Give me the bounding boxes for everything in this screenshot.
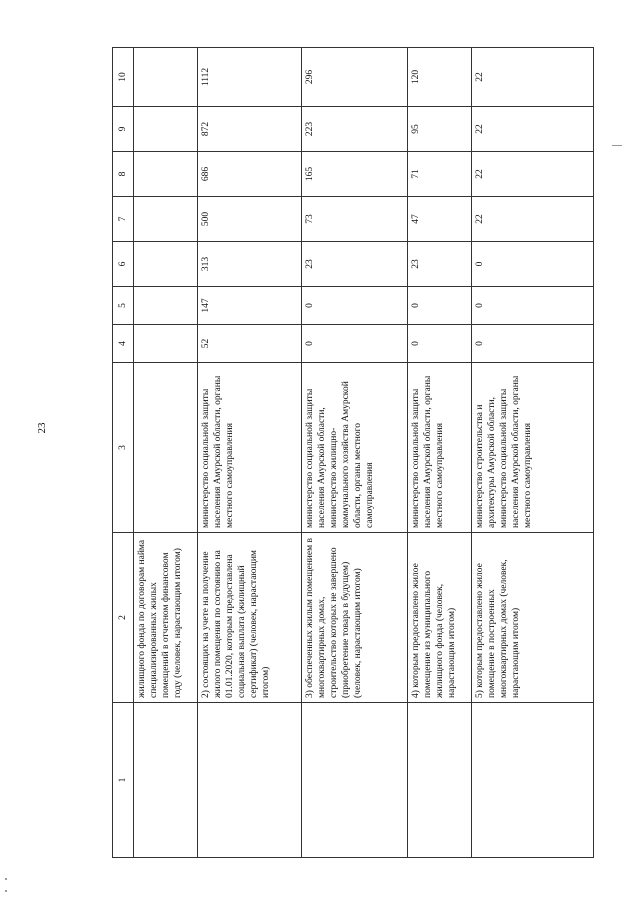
row-number-cell bbox=[302, 703, 408, 858]
value-cell: 23 bbox=[408, 242, 472, 287]
responsible-cell: министерство социальной защиты населения Амурской области, органы местного самоуправления bbox=[408, 363, 472, 533]
value-cell: 23 bbox=[302, 242, 408, 287]
header-cell: 7 bbox=[113, 197, 134, 242]
header-cell: 1 bbox=[113, 703, 134, 858]
value-cell bbox=[134, 325, 198, 363]
header-cell: 8 bbox=[113, 152, 134, 197]
indicator-name-cell: 2) состоящих на учете на получение жилого помещения по состоянию на 01.01.2020, которым предоставлена социальная выплата (жилищный сертификат) (человек, нарастающим итогом) bbox=[198, 533, 302, 703]
value-cell: 71 bbox=[408, 152, 472, 197]
value-cell bbox=[134, 197, 198, 242]
value-cell: 52 bbox=[198, 325, 302, 363]
rotated-table-wrapper bbox=[112, 48, 592, 858]
indicator-name-cell: жилищного фонда по договорам найма специализированных жилых помещений в отчетном финансовом году (человек, нарастающим итогом) bbox=[134, 533, 198, 703]
scan-speck bbox=[5, 878, 7, 880]
value-cell bbox=[134, 107, 198, 152]
value-cell: 0 bbox=[408, 287, 472, 325]
value-cell bbox=[134, 152, 198, 197]
indicator-name-cell: 3) обеспеченных жилым помещением в многоквартирных домах, строительство которых не завершено (приобретение товара в будущем) (человек, нарастающим итогом) bbox=[302, 533, 408, 703]
table-row bbox=[408, 48, 472, 858]
value-cell: 95 bbox=[408, 107, 472, 152]
value-cell: 0 bbox=[302, 287, 408, 325]
value-cell: 22 bbox=[472, 152, 594, 197]
value-cell: 0 bbox=[408, 325, 472, 363]
value-cell: 0 bbox=[472, 242, 594, 287]
indicators-table bbox=[112, 47, 594, 858]
row-number-cell bbox=[134, 703, 198, 858]
indicator-name-cell: 5) которым предоставлено жилое помещение в построенных многоквартирных домах (человек, нарастающим итогом) bbox=[472, 533, 594, 703]
value-cell: 872 bbox=[198, 107, 302, 152]
scan-speck bbox=[612, 145, 622, 146]
value-cell: 147 bbox=[198, 287, 302, 325]
row-number-cell bbox=[472, 703, 594, 858]
value-cell: 1112 bbox=[198, 48, 302, 107]
value-cell: 165 bbox=[302, 152, 408, 197]
value-cell: 22 bbox=[472, 48, 594, 107]
value-cell: 0 bbox=[472, 287, 594, 325]
table-header-row bbox=[113, 48, 134, 858]
responsible-cell: министерство строительства и архитектуры Амурской области, министерство социальной защиты населения Амурской области, органы местного самоуправления bbox=[472, 363, 594, 533]
value-cell: 223 bbox=[302, 107, 408, 152]
value-cell: 47 bbox=[408, 197, 472, 242]
header-cell: 2 bbox=[113, 533, 134, 703]
responsible-cell: министерство социальной защиты населения Амурской области, министерство жилищно-коммунального хозяйства Амурской области, органы местного самоуправления bbox=[302, 363, 408, 533]
row-number-cell bbox=[198, 703, 302, 858]
value-cell: 22 bbox=[472, 197, 594, 242]
value-cell bbox=[134, 48, 198, 107]
value-cell: 120 bbox=[408, 48, 472, 107]
row-number-cell bbox=[408, 703, 472, 858]
value-cell bbox=[134, 287, 198, 325]
header-cell: 9 bbox=[113, 107, 134, 152]
header-cell: 3 bbox=[113, 363, 134, 533]
header-cell: 6 bbox=[113, 242, 134, 287]
responsible-cell: министерство социальной защиты населения Амурской области, органы местного самоуправления bbox=[198, 363, 302, 533]
value-cell: 296 bbox=[302, 48, 408, 107]
table-row bbox=[134, 48, 198, 858]
value-cell: 22 bbox=[472, 107, 594, 152]
header-cell: 5 bbox=[113, 287, 134, 325]
header-cell: 10 bbox=[113, 48, 134, 107]
value-cell: 0 bbox=[472, 325, 594, 363]
indicator-name-cell: 4) которым предоставлено жилое помещение из муниципального жилищного фонда (человек, нарастающим итогом) bbox=[408, 533, 472, 703]
value-cell: 73 bbox=[302, 197, 408, 242]
page-number: 23 bbox=[36, 422, 48, 434]
table-row bbox=[472, 48, 594, 858]
value-cell: 313 bbox=[198, 242, 302, 287]
header-cell: 4 bbox=[113, 325, 134, 363]
responsible-cell bbox=[134, 363, 198, 533]
value-cell bbox=[134, 242, 198, 287]
value-cell: 500 bbox=[198, 197, 302, 242]
value-cell: 0 bbox=[302, 325, 408, 363]
value-cell: 686 bbox=[198, 152, 302, 197]
scan-speck bbox=[5, 890, 7, 892]
table-row bbox=[302, 48, 408, 858]
table-row bbox=[198, 48, 302, 858]
